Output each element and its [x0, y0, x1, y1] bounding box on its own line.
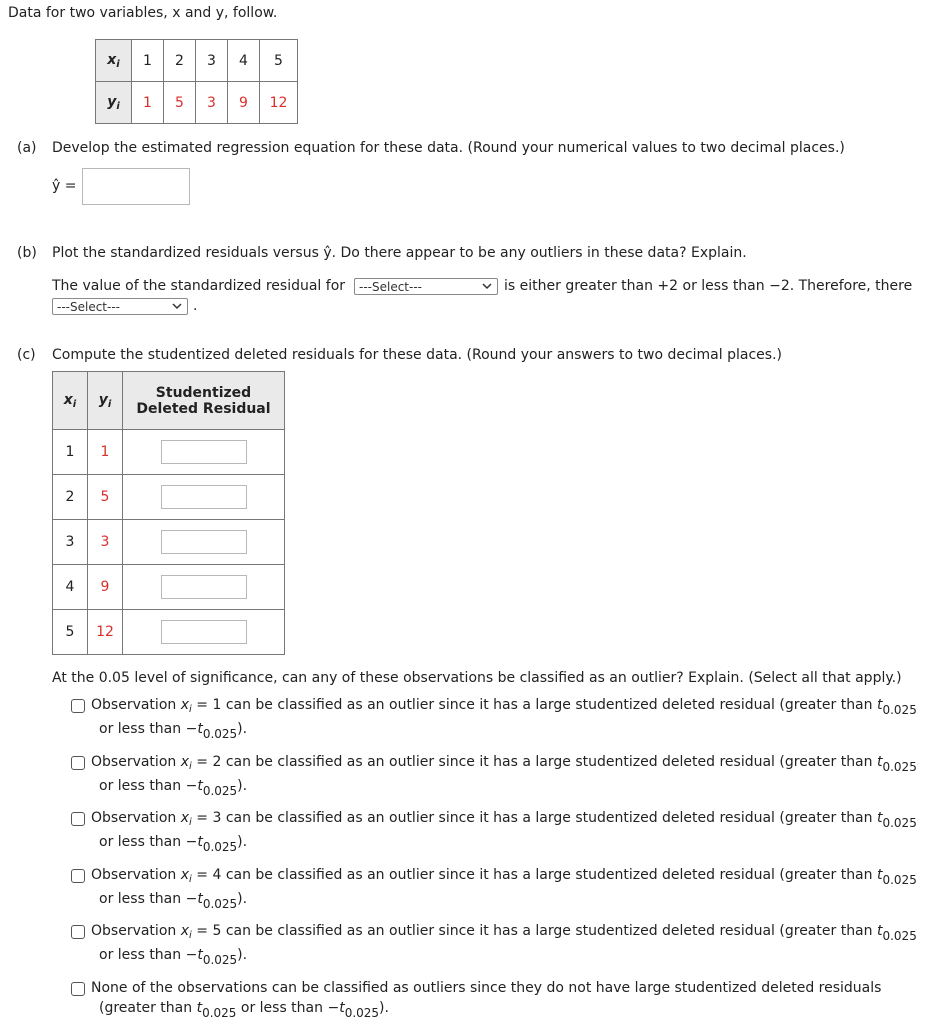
option-5-line2: or less than −t0.025).: [99, 947, 248, 967]
observation-select-value: ---Select---: [359, 280, 422, 294]
row-residual-cell: [123, 520, 285, 565]
x-cell: 2: [164, 40, 196, 82]
option-4-checkbox[interactable]: [71, 869, 85, 883]
option-4-line2: or less than −t0.025).: [99, 891, 248, 911]
row-residual-cell: [123, 475, 285, 520]
regression-equation-input[interactable]: [82, 168, 190, 205]
option-none-line1: None of the observations can be classified as outliers since they do not have large studentized deleted residuals: [91, 980, 882, 996]
row-x: 4: [53, 565, 88, 610]
x-cell: 3: [196, 40, 228, 82]
residuals-table-header: [53, 372, 285, 430]
x-cell: 4: [228, 40, 260, 82]
row-x: 5: [53, 610, 88, 655]
table-row: [53, 520, 285, 565]
residual-input-1[interactable]: [161, 440, 247, 464]
chevron-down-icon: [171, 300, 183, 315]
option-1-line1: Observation $x_i = 1$ can be classified as an outlier since it has a large studentized deleted residual (greater than t0.025: [91, 697, 917, 717]
yhat-label: ŷ =: [52, 178, 77, 194]
outlier-conclusion-select-value: ---Select---: [57, 300, 120, 314]
y-header: $y_i$: [96, 82, 132, 124]
part-b-sentence-start: The value of the standardized residual for: [52, 278, 346, 294]
y-cell: 5: [164, 82, 196, 124]
row-y: 3: [88, 520, 123, 565]
option-3-line2: or less than −t0.025).: [99, 834, 248, 854]
option-5-line1: Observation $x_i = 5$ can be classified as an outlier since it has a large studentized deleted residual (greater than t0.025: [91, 923, 917, 943]
row-residual-cell: [123, 610, 285, 655]
option-3-checkbox[interactable]: [71, 812, 85, 826]
y-cell: 3: [196, 82, 228, 124]
option-3-line1: Observation $x_i = 3$ can be classified as an outlier since it has a large studentized deleted residual (greater than t0.025: [91, 810, 917, 830]
col-header-residual: Studentized Deleted Residual: [123, 372, 285, 430]
part-c-question: Compute the studentized deleted residuals for these data. (Round your answers to two decimal places.): [52, 347, 782, 363]
row-x: 1: [53, 430, 88, 475]
residual-input-2[interactable]: [161, 485, 247, 509]
option-1-line2: or less than −t0.025).: [99, 721, 248, 741]
table-row: [53, 610, 285, 655]
row-x: 3: [53, 520, 88, 565]
residual-input-5[interactable]: [161, 620, 247, 644]
y-cell: 1: [132, 82, 164, 124]
part-b-question: Plot the standardized residuals versus ŷ. Do there appear to be any outliers in these data? Explain.: [52, 245, 747, 261]
row-x: 2: [53, 475, 88, 520]
part-c-label: (c): [17, 347, 36, 363]
residual-input-3[interactable]: [161, 530, 247, 554]
row-y: 1: [88, 430, 123, 475]
option-1-checkbox[interactable]: [71, 699, 85, 713]
col-header-x: $x_i$: [53, 372, 88, 430]
intro-text: Data for two variables, x and y, follow.: [8, 5, 278, 21]
observation-select[interactable]: [354, 278, 498, 295]
option-2-line2: or less than −t0.025).: [99, 778, 248, 798]
significance-question: At the 0.05 level of significance, can any of these observations be classified as an outlier? Explain. (Select all that apply.): [52, 670, 902, 686]
x-cell: 1: [132, 40, 164, 82]
table-row: [53, 430, 285, 475]
row-y: 9: [88, 565, 123, 610]
x-cell: 5: [260, 40, 298, 82]
table-row: [53, 565, 285, 610]
row-residual-cell: [123, 565, 285, 610]
part-b-sentence-end: .: [193, 298, 198, 314]
option-none-checkbox[interactable]: [71, 982, 85, 996]
part-b-label: (b): [17, 245, 37, 261]
option-2-checkbox[interactable]: [71, 756, 85, 770]
y-cell: 9: [228, 82, 260, 124]
outlier-conclusion-select[interactable]: [52, 298, 188, 315]
col-header-y: $y_i$: [88, 372, 123, 430]
part-a-question: Develop the estimated regression equation for these data. (Round your numerical values to two decimal places.): [52, 140, 845, 156]
row-y: 5: [88, 475, 123, 520]
table-row: [53, 475, 285, 520]
row-residual-cell: [123, 430, 285, 475]
option-2-line1: Observation $x_i = 2$ can be classified as an outlier since it has a large studentized deleted residual (greater than t0.025: [91, 754, 917, 774]
part-b-sentence-mid: is either greater than +2 or less than −2. Therefore, there: [504, 278, 913, 294]
chevron-down-icon: [481, 280, 493, 295]
option-none-line2: (greater than t0.025 or less than −t0.025).: [99, 1000, 389, 1020]
residual-input-4[interactable]: [161, 575, 247, 599]
residuals-table: [52, 371, 285, 655]
x-header: $x_i$: [96, 40, 132, 82]
y-cell: 12: [260, 82, 298, 124]
x-row: [96, 40, 298, 82]
option-4-line1: Observation $x_i = 4$ can be classified as an outlier since it has a large studentized deleted residual (greater than t0.025: [91, 867, 917, 887]
option-5-checkbox[interactable]: [71, 925, 85, 939]
row-y: 12: [88, 610, 123, 655]
part-a-label: (a): [17, 140, 37, 156]
data-table: [95, 39, 298, 124]
y-row: [96, 82, 298, 124]
